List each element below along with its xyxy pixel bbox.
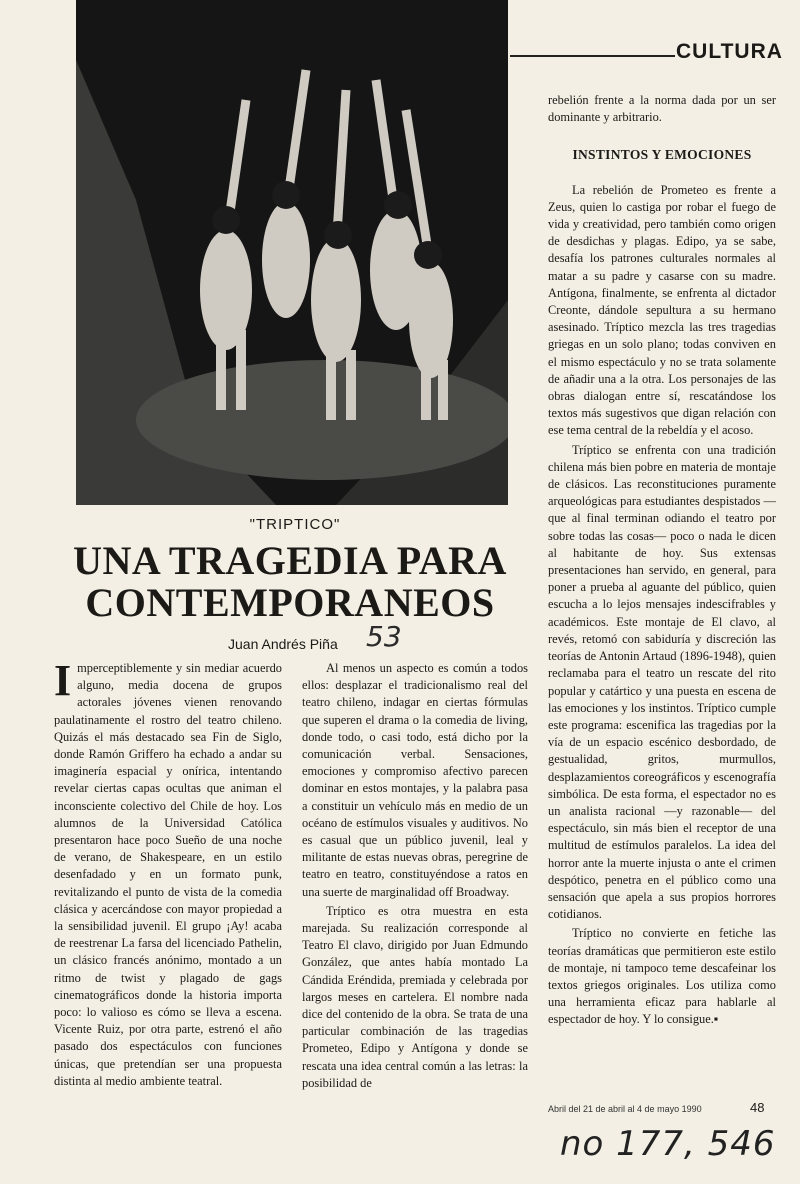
section-rule <box>510 55 675 57</box>
byline: Juan Andrés Piña <box>228 636 338 652</box>
paragraph: Tríptico no convierte en fetiche las teorías dramáticas que permitieron este estilo de montaje, ni tampoco teme descafeinar los textos griegos originales. Los utiliza como una herramienta eficaz para hablarle al espectador de hoy. Y lo consigue.▪ <box>548 926 776 1027</box>
column-2 <box>302 660 528 1120</box>
subhead: INSTINTOS Y EMOCIONES <box>572 147 752 163</box>
column-1 <box>54 660 282 1120</box>
handwritten-number: 53 <box>366 620 402 653</box>
paragraph: Tríptico es otra muestra en esta marejada. Su realización corresponde al Teatro El clavo, dirigido por Juan Edmundo González, que antes había montado La Cándida Eréndida, premiada y celebrada por largos meses en cartelera. El nombre nada dice del contenido de la obra. Se trata de una particular combinación de las tragedias Prometeo, Edipo y Antígona y donde se rescata una idea central común a las letras: la posibilidad de <box>302 903 528 1090</box>
paragraph <box>54 660 282 1090</box>
paragraph: Tríptico se enfrenta con una tradición chilena más bien pobre en materia de montaje de clásicos. Las reconstituciones puramente arqueológicas para estudiantes despistados —que al final terminan odiando el teatro por sobre todas las cosas— poco o nada le dicen al habitante de hoy. Sus extensas presentaciones han servido, en general, para poner a prueba al aguante del público, quien escucha a lo lejos mensajes indescifrables y académicos. Este montaje de El clavo, al revés, retomó con sabiduría y discreción las teorías de Antonin Artaud (1896-1948), quien reclamaba para el teatro un rescate del rito popular y catártico y una puesta en escena de las emociones y los instintos. Tríptico cumple este programa: escenifica las tragedias por la vía de un espacio escénico desbordado, de gestualidad, gritos, murmullos, desplazamientos coreográficos y escenografía simbólica. De esta forma, el espectador no es un analista racional —y razonable— del espectáculo, sin más bien el receptor de una multitud de estímulos paralelos. La idea del horror ante la muerte injusta o ante el crimen despótico, penetra en el público como una sensación que apela a sus propios horrores cotidianos. <box>548 442 776 922</box>
paragraph: La rebelión de Prometeo es frente a Zeus, quien lo castiga por robar el fuego de vida y creatividad, pero también como origen de desdichas y plagas. Edipo, ya se sabe, desafía los patrones culturales normales al matar a su padre y casarse con su madre. Antígona, finalmente, se enfrenta al dictador Creonte, dándole sepultura a su hermano asesinado. Tríptico mezcla las tres tragedias griegas en un solo plano; todas conviven en el mismo espectáculo y no se trata solamente de añadir una a la otra. Los personajes de las obras dialogan entre sí, rescatándose los textos más sugestivos que digan relación con ese tema central de la rebeldía y el acoso. <box>548 182 776 438</box>
footer-date: Abril del 21 de abril al 4 de mayo 1990 <box>548 1104 702 1114</box>
column-3 <box>548 92 776 1092</box>
page-number: 48 <box>750 1100 765 1115</box>
handwritten-reference: no 177, 546 <box>560 1124 776 1164</box>
stage-photo <box>76 0 508 505</box>
dropcap: I <box>54 660 72 705</box>
headline: UNA TRAGEDIA PARA CONTEMPORANEOS <box>73 538 507 625</box>
paragraph: Al menos un aspecto es común a todos ellos: desplazar el tradicionalismo real del teatro chileno, indagar en ciertas fórmulas que superen el drama o la comedia de living, donde todo, o casi todo, está dicho por la comunicación verbal. Sensaciones, emociones y compromiso afectivo parecen dominar en estos montajes, y la palabra pasa a constituir un vehículo más en medio de un océano de estímulos visuales y auditivos. No es casual que un público juvenil, leal y militante de estas nuevas obras, peregrine de teatro en teatro, constituyéndose a ratos en una suerte de marginalidad off Broadway. <box>302 661 528 899</box>
photo-illustration <box>76 0 508 505</box>
kicker: "TRIPTICO" <box>249 516 341 533</box>
paragraph-text: mperceptiblemente y sin mediar acuerdo alguno, media docena de grupos actorales jóvenes vienen renovando paulatinamente el rostro del teatro chileno. Quizás el más destacado sea Fin de Siglo, donde Ramón Griffero ha echado a andar su imaginería espacial y onírica, intentando revelar ciertas capas ocultas que animan el inconsciente colectivo del Chile de hoy. Los alumnos de la Universidad Católica presentaron hace poco Sueño de una noche de verano, de Shakespeare, en un estilo desenfadado y en un formato punk, revitalizando el punto de vista de la comedia clásica y acercándose con mayor propiedad a la sensibilidad juvenil. El grupo ¡Ay! acaba de reestrenar La farsa del licenciado Pathelin, un clásico francés anónimo, montado a un ritmo de twist y plagado de gags cinematográficos donde la historia importa poco: lo valioso es cómo se lleva a escena. Vicente Ruiz, por otra parte, estrenó el año pasado dos espectáculos con funciones únicas, que pretendían ser una propuesta distinta al medio ambiente teatral. <box>54 661 282 1088</box>
section-label: CULTURA <box>676 40 783 63</box>
paragraph-lead: rebelión frente a la norma dada por un ser dominante y arbitrario. <box>548 93 776 125</box>
